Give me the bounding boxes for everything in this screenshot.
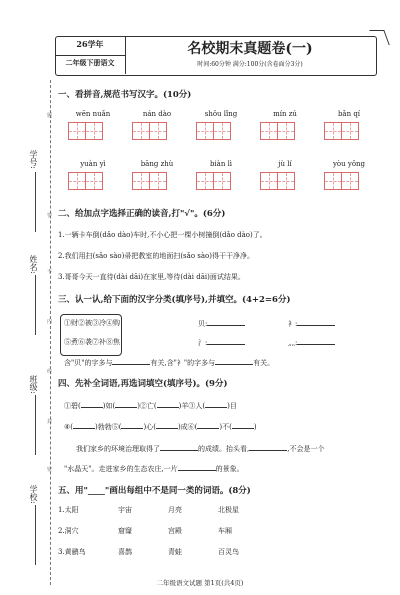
- fill-text: 有关。: [253, 359, 275, 367]
- word[interactable]: 喜鹊: [118, 548, 132, 556]
- margin-mark: 密: [47, 467, 53, 473]
- writing-grid-7[interactable]: [132, 172, 166, 190]
- char-item: ⑦补: [92, 338, 106, 346]
- pinyin: bǎn qí: [337, 110, 361, 118]
- answer-blank[interactable]: [121, 421, 143, 429]
- pinyin: wēn nuǎn: [75, 110, 111, 118]
- idiom-part: ): [253, 423, 257, 431]
- para-text: "水晶天"。走进家乡的生态农庄,一片: [64, 465, 178, 473]
- char-item: ③冷: [92, 319, 106, 327]
- char-item: ⑤煮: [64, 338, 78, 346]
- writing-grid-1[interactable]: [68, 122, 102, 140]
- paragraph-line-1: [76, 443, 324, 454]
- section-4-title: 四、先补全词语,再选词填空(填序号)。(9分): [58, 379, 228, 389]
- char-item: ⑧焦: [106, 338, 120, 346]
- section-2-title: 二、给加点字选择正确的读音,打"√"。(6分): [58, 209, 226, 219]
- name-label: 姓名:: [29, 255, 38, 274]
- word[interactable]: 1.太阳: [58, 506, 79, 514]
- idiom-part: )目: [227, 402, 237, 410]
- idiom-part: )成⑥(: [177, 423, 198, 431]
- para-text: 的景象。: [215, 465, 244, 473]
- word[interactable]: 2.洞穴: [58, 527, 79, 535]
- pinyin: jù lí: [278, 160, 292, 168]
- pinyin: bāng zhù: [140, 160, 174, 168]
- word[interactable]: 3.黄鹂鸟: [58, 548, 86, 556]
- radical-yi: [288, 318, 335, 329]
- answer-blank[interactable]: [297, 337, 335, 345]
- word[interactable]: 月亮: [168, 506, 182, 514]
- para-text: 我们家乡的环境治理取得了: [76, 445, 160, 453]
- margin-mark: 要: [47, 213, 53, 219]
- writing-grid-5[interactable]: [324, 122, 358, 140]
- writing-grid-2[interactable]: [132, 122, 166, 140]
- word[interactable]: 北极星: [218, 506, 239, 514]
- word-group-row: [58, 505, 268, 515]
- radical-label: 灬:: [288, 339, 298, 347]
- pinyin: nán dào: [142, 110, 172, 118]
- word-group-row: [58, 526, 268, 536]
- radical-shui: [198, 337, 245, 348]
- char-item: ⑥袭: [78, 338, 92, 346]
- answer-blank[interactable]: [207, 337, 245, 345]
- radical-fill-line: [64, 357, 274, 368]
- idiom-part: ①碧(: [64, 402, 81, 410]
- question-line[interactable]: 2.我们用扫(sǎo sào)帚把教室的地面扫(sǎo sào)得干干净净。: [58, 252, 254, 260]
- idiom-part: )勃勃⑤(: [95, 423, 122, 431]
- para-text: ,不会是一个: [287, 445, 325, 453]
- school-line[interactable]: [35, 505, 36, 565]
- radical-label: 贝:: [198, 320, 208, 328]
- question-line[interactable]: 1.一辆卡车倒(dǎo dào)车时,不小心把一棵小树撞倒(dǎo dào)了。: [58, 231, 267, 239]
- answer-blank[interactable]: [215, 357, 253, 365]
- word[interactable]: 车厢: [218, 527, 232, 535]
- writing-grid-9[interactable]: [260, 172, 294, 190]
- idiom-part: )②亡(: [137, 402, 157, 410]
- pinyin: biàn lì: [209, 160, 233, 168]
- pinyin: yòu yǒng: [332, 160, 366, 168]
- idiom-part: )如(: [102, 402, 116, 410]
- section-5-title: 五、用"____"画出每组中不是同一类的词语。(8分): [58, 486, 251, 496]
- student-id-label: 学号:: [29, 150, 38, 169]
- radical-label: 氵:: [198, 339, 208, 347]
- student-id-line[interactable]: [35, 172, 36, 232]
- idiom-part: )羊③人(: [178, 402, 206, 410]
- exam-meta: 时间:60分钟 满分:100分(含卷面分3分): [197, 61, 303, 68]
- answer-blank[interactable]: [207, 318, 245, 326]
- answer-blank[interactable]: [160, 443, 198, 451]
- answer-blank[interactable]: [232, 421, 254, 429]
- char-item: ②被: [78, 319, 92, 327]
- paragraph-line-2: [64, 463, 244, 474]
- answer-blank[interactable]: [156, 421, 178, 429]
- answer-blank[interactable]: [197, 421, 219, 429]
- idiom-part: )心(: [143, 423, 156, 431]
- answer-blank[interactable]: [73, 421, 95, 429]
- writing-grid-6[interactable]: [68, 172, 102, 190]
- word[interactable]: 宇宙: [118, 506, 132, 514]
- answer-blank[interactable]: [297, 318, 335, 326]
- word-group-row: [58, 547, 268, 557]
- char-item: ④购: [106, 319, 120, 327]
- answer-blank[interactable]: [115, 400, 137, 408]
- radical-bei: [198, 318, 245, 329]
- radical-huo: [288, 337, 335, 348]
- section-3-title: 三、认一认,给下面的汉字分类(填序号),并填空。(4+2=6分): [58, 295, 291, 305]
- radical-label: 衤:: [288, 320, 298, 328]
- answer-blank[interactable]: [112, 357, 150, 365]
- idiom-row-2: [64, 421, 257, 432]
- answer-blank[interactable]: [157, 400, 179, 408]
- name-line[interactable]: [35, 275, 36, 335]
- question-line[interactable]: 3.哥哥今天一直待(dài dāi)在家里,等待(dài dāi)面试结果。: [58, 273, 245, 281]
- fill-text: 含"贝"的字多与: [64, 359, 113, 367]
- school-label: 学校:: [29, 485, 38, 504]
- word[interactable]: 青蛙: [168, 548, 182, 556]
- idiom-row-1: [64, 400, 237, 411]
- margin-mark: 封: [47, 419, 53, 425]
- writing-grid-10[interactable]: [324, 172, 358, 190]
- class-line[interactable]: [35, 395, 36, 455]
- grade-label: 二年级下册语文: [65, 58, 115, 67]
- section-1-title: 一、看拼音,规范书写汉字。(10分): [58, 90, 192, 100]
- pinyin: shǒu lǐng: [204, 110, 238, 118]
- answer-blank[interactable]: [178, 463, 216, 471]
- idiom-part: )不(: [219, 423, 232, 431]
- fill-text: 有关,含"衤"的字多与: [150, 359, 216, 367]
- school-year: 26学年: [76, 39, 104, 49]
- word[interactable]: 窟窿: [118, 527, 132, 535]
- margin-mark: 线: [47, 369, 53, 375]
- writing-grid-3[interactable]: [196, 122, 230, 140]
- answer-blank[interactable]: [81, 400, 103, 408]
- answer-blank[interactable]: [249, 443, 287, 451]
- word[interactable]: 百灵鸟: [218, 548, 239, 556]
- answer-blank[interactable]: [205, 400, 227, 408]
- page-footer: 二年级语文试题 第1页(共4页): [156, 579, 244, 587]
- pinyin: yuàn yì: [80, 160, 106, 168]
- para-text: 的成绩。抬头看,: [198, 445, 250, 453]
- class-label: 班级:: [29, 375, 38, 394]
- header-mid-line: [55, 55, 125, 56]
- idiom-part: ④(: [64, 423, 74, 431]
- word[interactable]: 宫殿: [168, 527, 182, 535]
- margin-mark: 题: [47, 113, 53, 119]
- page-title: 名校期末真题卷(一): [187, 41, 313, 57]
- char-item: ①财: [64, 319, 78, 327]
- binding-dashed-line: [50, 80, 51, 585]
- pinyin: mín zú: [273, 110, 297, 118]
- margin-mark: 内: [47, 319, 53, 325]
- writing-grid-4[interactable]: [260, 122, 294, 140]
- writing-grid-8[interactable]: [196, 172, 230, 190]
- margin-mark: 不: [47, 269, 53, 275]
